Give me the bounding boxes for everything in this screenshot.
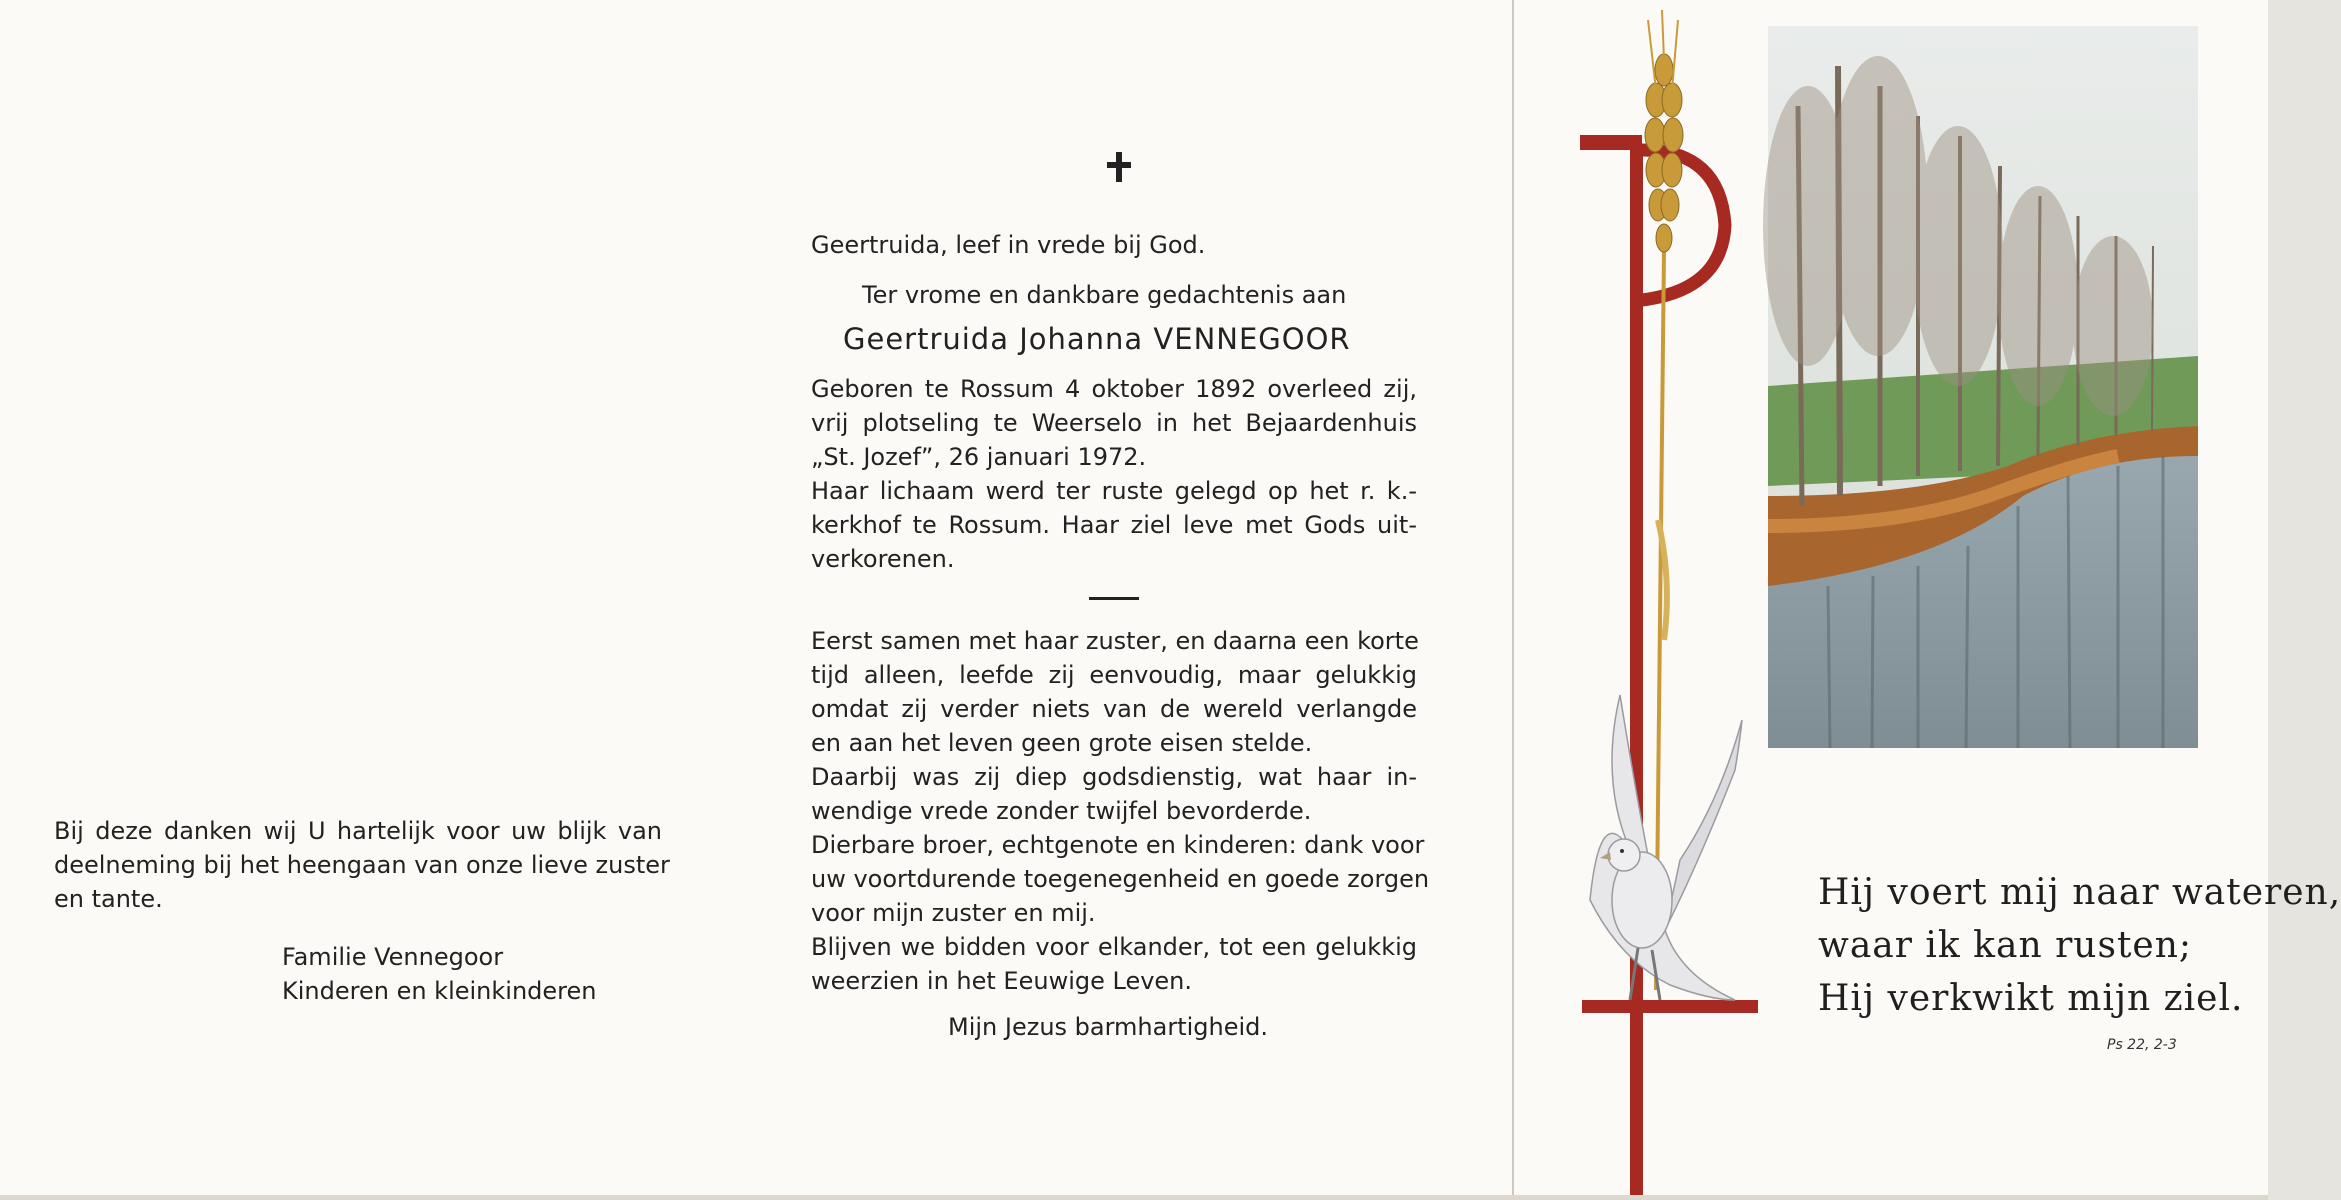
bio-line: „St. Jozef”, 26 januari 1972. bbox=[811, 443, 1147, 471]
verse-line-1: Hij voert mij naar wateren, bbox=[1818, 872, 2341, 913]
cross-icon bbox=[1104, 150, 1134, 184]
life-line: Dierbare broer, echtgenote en kinderen: dank voor bbox=[811, 831, 1425, 859]
deceased-name: Geertruida Johanna VENNEGOOR bbox=[843, 322, 1351, 356]
bio-line: Haar lichaam werd ter ruste gelegd op het r. k.- bbox=[811, 477, 1417, 505]
bio-line: verkorenen. bbox=[811, 545, 955, 573]
life-line: tijd alleen, leefde zij eenvoudig, maar gelukkig bbox=[811, 661, 1417, 689]
closing-prayer: Mijn Jezus barmhartigheid. bbox=[948, 1013, 1269, 1041]
life-line: omdat zij verder niets van de wereld verlangde bbox=[811, 695, 1417, 723]
thanks-line-2: deelneming bij het heengaan van onze lieve zuster bbox=[54, 851, 670, 879]
fold-line bbox=[1512, 0, 1514, 1195]
thanks-line-1: Bij deze danken wij U hartelijk voor uw blijk van bbox=[54, 817, 662, 845]
life-line: Daarbij was zij diep godsdienstig, wat haar in- bbox=[811, 763, 1417, 791]
life-line: en aan het leven geen grote eisen stelde. bbox=[811, 729, 1313, 757]
signature-children: Kinderen en kleinkinderen bbox=[282, 977, 597, 1005]
card-bottom-edge bbox=[0, 1195, 2268, 1200]
life-line: Eerst samen met haar zuster, en daarna een korte bbox=[811, 627, 1419, 655]
verse-line-3: Hij verkwikt mijn ziel. bbox=[1818, 978, 2244, 1019]
landscape-photo bbox=[1768, 26, 2198, 748]
psalm-reference: Ps 22, 2-3 bbox=[2107, 1037, 2177, 1053]
bio-line: vrij plotseling te Weerselo in het Bejaardenhuis bbox=[811, 409, 1417, 437]
life-line: Blijven we bidden voor elkander, tot een gelukkig bbox=[811, 933, 1417, 961]
greeting: Geertruida, leef in vrede bij God. bbox=[811, 231, 1206, 259]
life-line: uw voortdurende toegenegenheid en goede zorgen bbox=[811, 865, 1430, 893]
life-line: wendige vrede zonder twijfel bevorderde. bbox=[811, 797, 1312, 825]
memory-line: Ter vrome en dankbare gedachtenis aan bbox=[862, 281, 1347, 309]
life-line: weerzien in het Eeuwige Leven. bbox=[811, 967, 1193, 995]
staff-wheat-dove-illustration bbox=[1560, 0, 1768, 1195]
bio-line: Geboren te Rossum 4 oktober 1892 overleed zij, bbox=[811, 375, 1417, 403]
bio-line: kerkhof te Rossum. Haar ziel leve met Gods uit- bbox=[811, 511, 1417, 539]
thanks-line-3: en tante. bbox=[54, 885, 163, 913]
verse-line-2: waar ik kan rusten; bbox=[1818, 925, 2193, 966]
life-line: voor mijn zuster en mij. bbox=[811, 899, 1096, 927]
divider-dash bbox=[1089, 597, 1139, 600]
signature-family: Familie Vennegoor bbox=[282, 943, 504, 971]
